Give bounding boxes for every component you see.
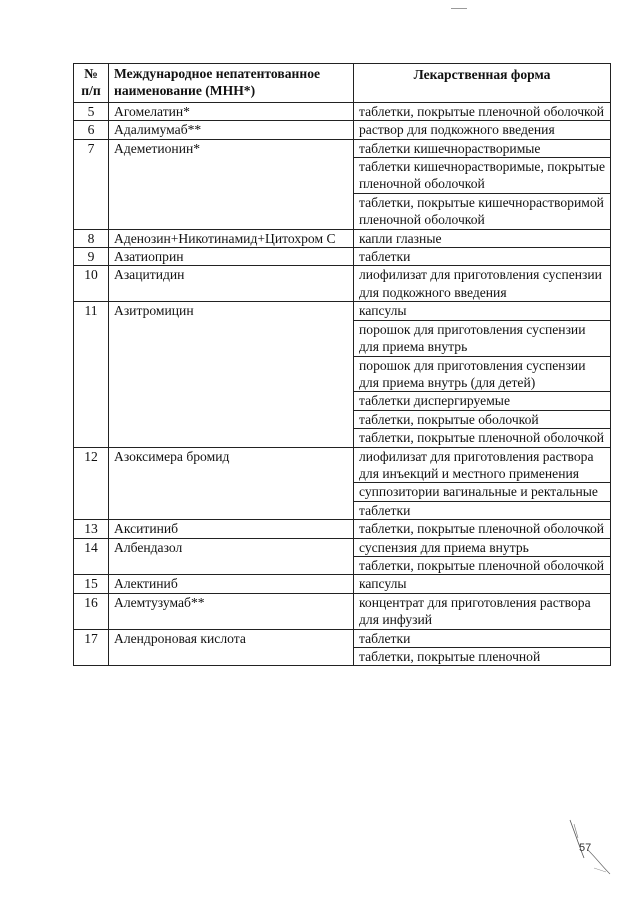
table-row	[74, 302, 611, 320]
row-number: 17	[74, 629, 109, 666]
dosage-form: таблетки, покрытые пленочной оболочкой	[354, 429, 611, 447]
header-dosage-form: Лекарственная форма	[354, 64, 611, 103]
row-number: 13	[74, 520, 109, 538]
table-row	[74, 229, 611, 247]
dosage-form: концентрат для приготовления раствора для инфузий	[354, 593, 611, 629]
inn-name: Алемтузумаб**	[109, 593, 354, 629]
dosage-form: таблетки, покрытые пленочной	[354, 648, 611, 666]
table-row	[74, 248, 611, 266]
dosage-form: таблетки, покрытые пленочной оболочкой	[354, 556, 611, 574]
dosage-form: таблетки	[354, 501, 611, 519]
table-row	[74, 575, 611, 593]
inn-name: Алектиниб	[109, 575, 354, 593]
dosage-form: таблетки, покрытые оболочкой	[354, 410, 611, 428]
row-number: 9	[74, 248, 109, 266]
dosage-form: капли глазные	[354, 229, 611, 247]
row-number: 12	[74, 447, 109, 520]
inn-name: Алендроновая кислота	[109, 629, 354, 666]
inn-name: Аденозин+Никотинамид+Цитохром С	[109, 229, 354, 247]
dosage-form: капсулы	[354, 302, 611, 320]
drug-table	[73, 63, 611, 666]
dosage-form: таблетки	[354, 248, 611, 266]
inn-name: Албендазол	[109, 538, 354, 575]
inn-name: Азацитидин	[109, 266, 354, 302]
table-row	[74, 593, 611, 629]
top-margin-mark	[451, 8, 467, 9]
row-number: 8	[74, 229, 109, 247]
row-number: 6	[74, 121, 109, 139]
dosage-form: таблетки, покрытые пленочной оболочкой	[354, 520, 611, 538]
header-number: № п/п	[74, 64, 109, 103]
inn-name: Акситиниб	[109, 520, 354, 538]
dosage-form: суппозитории вагинальные и ректальные	[354, 483, 611, 501]
dosage-form: таблетки	[354, 629, 611, 647]
dosage-form: лиофилизат для приготовления суспензии для подкожного введения	[354, 266, 611, 302]
dosage-form: порошок для приготовления суспензии для приема внутрь	[354, 320, 611, 356]
dosage-form: капсулы	[354, 575, 611, 593]
row-number: 11	[74, 302, 109, 447]
dosage-form: таблетки, покрытые пленочной оболочкой	[354, 102, 611, 120]
inn-name: Азитромицин	[109, 302, 354, 447]
table-body	[74, 102, 611, 666]
row-number: 7	[74, 139, 109, 229]
row-number: 5	[74, 102, 109, 120]
row-number: 16	[74, 593, 109, 629]
table-row	[74, 629, 611, 647]
row-number: 15	[74, 575, 109, 593]
row-number: 14	[74, 538, 109, 575]
table-row	[74, 121, 611, 139]
dosage-form: раствор для подкожного введения	[354, 121, 611, 139]
page-number: 57	[579, 842, 592, 854]
dosage-form: таблетки кишечнорастворимые	[354, 139, 611, 157]
table-row	[74, 447, 611, 483]
inn-name: Азоксимера бромид	[109, 447, 354, 520]
inn-name: Адеметионин*	[109, 139, 354, 229]
header-inn-name: Международное непатентованное наименование (МНН*)	[109, 64, 354, 103]
table-row	[74, 520, 611, 538]
table-row	[74, 538, 611, 556]
dosage-form: таблетки диспергируемые	[354, 392, 611, 410]
table-row	[74, 266, 611, 302]
dosage-form: порошок для приготовления суспензии для приема внутрь (для детей)	[354, 356, 611, 392]
table-row	[74, 102, 611, 120]
dosage-form: таблетки, покрытые кишечнорастворимой пленочной оболочкой	[354, 193, 611, 229]
dosage-form: суспензия для приема внутрь	[354, 538, 611, 556]
dosage-form: лиофилизат для приготовления раствора для инъекций и местного применения	[354, 447, 611, 483]
inn-name: Агомелатин*	[109, 102, 354, 120]
inn-name: Адалимумаб**	[109, 121, 354, 139]
row-number: 10	[74, 266, 109, 302]
inn-name: Азатиоприн	[109, 248, 354, 266]
table-row	[74, 139, 611, 157]
table-header-row	[74, 64, 611, 103]
dosage-form: таблетки кишечнорастворимые, покрытые пленочной оболочкой	[354, 158, 611, 194]
